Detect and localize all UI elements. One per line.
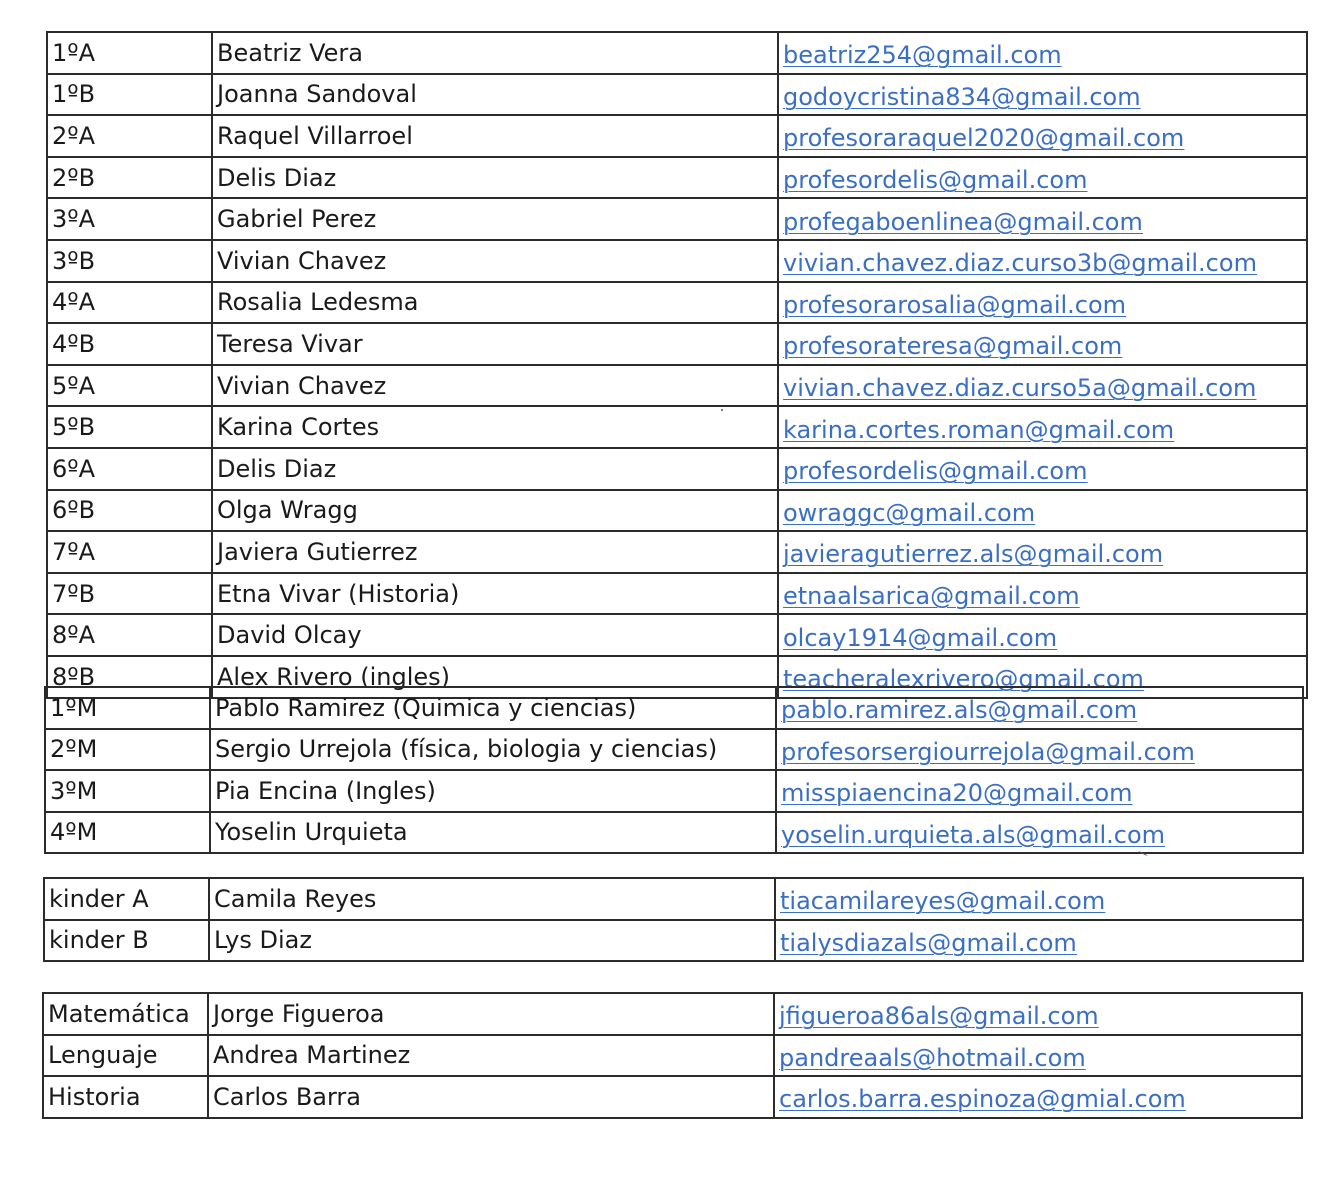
table-row [47, 32, 1307, 74]
email-cell [774, 1035, 1302, 1077]
teacher-name-cell: Delis Diaz [212, 157, 778, 199]
table-row [47, 490, 1307, 532]
table-row [43, 993, 1302, 1035]
table-row [47, 323, 1307, 365]
teachers-table-basic [46, 31, 1308, 699]
email-cell [778, 406, 1307, 448]
teacher-name-cell: Pia Encina (Ingles) [210, 770, 776, 812]
table-row [47, 614, 1307, 656]
email-cell [776, 729, 1303, 771]
email-cell [778, 323, 1307, 365]
course-cell: 6ºA [47, 448, 212, 490]
table-row [43, 1076, 1302, 1118]
email-link[interactable]: karina.cortes.roman@gmail.com [783, 415, 1175, 444]
table-row [47, 74, 1307, 116]
course-cell: kinder A [44, 878, 209, 920]
email-cell [778, 240, 1307, 282]
email-cell [778, 531, 1307, 573]
course-cell: 2ºB [47, 157, 212, 199]
course-cell: 1ºM [45, 687, 210, 729]
email-link[interactable]: profesordelis@gmail.com [783, 166, 1088, 195]
email-link[interactable]: etnaalsarica@gmail.com [783, 582, 1080, 611]
teachers-table-subjects [42, 992, 1303, 1119]
email-link[interactable]: godoycristina834@gmail.com [783, 82, 1141, 111]
course-cell: 4ºM [45, 812, 210, 854]
email-link[interactable]: teacheralexrivero@gmail.com [783, 665, 1144, 694]
email-link[interactable]: javieragutierrez.als@gmail.com [783, 540, 1164, 569]
teacher-name-cell: Sergio Urrejola (física, biologia y ciencias) [210, 729, 776, 771]
email-cell [775, 920, 1303, 962]
course-cell: 2ºA [47, 115, 212, 157]
teacher-name-cell: Beatriz Vera [212, 32, 778, 74]
email-cell [778, 282, 1307, 324]
email-link[interactable]: vivian.chavez.diaz.curso5a@gmail.com [783, 374, 1257, 403]
course-cell: 8ºA [47, 614, 212, 656]
table-row [45, 770, 1303, 812]
email-cell [778, 115, 1307, 157]
course-cell: Historia [43, 1076, 208, 1118]
email-cell [778, 614, 1307, 656]
course-cell: 4ºB [47, 323, 212, 365]
course-cell: 1ºA [47, 32, 212, 74]
email-link[interactable]: pandreaals@hotmail.com [779, 1043, 1086, 1072]
email-link[interactable]: profesorsergiourrejola@gmail.com [781, 737, 1195, 766]
teacher-name-cell: Olga Wragg [212, 490, 778, 532]
email-link[interactable]: pablo.ramirez.als@gmail.com [781, 696, 1138, 725]
teachers-table-basic-body [47, 32, 1307, 698]
email-cell [776, 687, 1303, 729]
table-row [47, 448, 1307, 490]
teacher-name-cell: Vivian Chavez [212, 365, 778, 407]
email-link[interactable]: tialysdiazals@gmail.com [780, 928, 1077, 957]
email-cell [778, 74, 1307, 116]
teacher-name-cell: Gabriel Perez [212, 198, 778, 240]
teacher-name-cell: Yoselin Urquieta [210, 812, 776, 854]
email-link[interactable]: owraggc@gmail.com [783, 498, 1036, 527]
teacher-name-cell: Alex Rivero (ingles) [212, 656, 778, 698]
email-cell [778, 157, 1307, 199]
course-cell: 2ºM [45, 729, 210, 771]
table-row [47, 157, 1307, 199]
table-row [45, 812, 1303, 854]
email-link[interactable]: misspiaencina20@gmail.com [781, 779, 1133, 808]
teachers-table-subjects-body [43, 993, 1302, 1118]
email-link[interactable]: profesoraraquel2020@gmail.com [783, 124, 1185, 153]
email-link[interactable]: yoselin.urquieta.als@gmail.com [781, 820, 1166, 849]
course-cell: 5ºA [47, 365, 212, 407]
course-cell: 7ºA [47, 531, 212, 573]
table-row [47, 365, 1307, 407]
email-cell [776, 812, 1303, 854]
table-row [44, 920, 1303, 962]
teachers-table-media [44, 686, 1304, 854]
table-row [47, 115, 1307, 157]
teacher-name-cell: Jorge Figueroa [208, 993, 774, 1035]
email-cell [776, 770, 1303, 812]
email-cell [778, 490, 1307, 532]
teacher-name-cell: Andrea Martinez [208, 1035, 774, 1077]
email-link[interactable]: profesorarosalia@gmail.com [783, 290, 1127, 319]
course-cell: 3ºB [47, 240, 212, 282]
email-link[interactable]: olcay1914@gmail.com [783, 623, 1058, 652]
teacher-name-cell: Carlos Barra [208, 1076, 774, 1118]
teacher-name-cell: David Olcay [212, 614, 778, 656]
course-cell: 8ºB [47, 656, 212, 698]
table-row [47, 198, 1307, 240]
email-link[interactable]: tiacamilareyes@gmail.com [780, 887, 1106, 916]
course-cell: Lenguaje [43, 1035, 208, 1077]
teacher-name-cell: Etna Vivar (Historia) [212, 573, 778, 615]
course-cell: 3ºA [47, 198, 212, 240]
teacher-name-cell: Delis Diaz [212, 448, 778, 490]
teacher-name-cell: Teresa Vivar [212, 323, 778, 365]
email-cell [778, 448, 1307, 490]
course-cell: kinder B [44, 920, 209, 962]
table-row [47, 531, 1307, 573]
course-cell: 3ºM [45, 770, 210, 812]
email-cell [774, 993, 1302, 1035]
teacher-name-cell: Joanna Sandoval [212, 74, 778, 116]
email-cell [778, 198, 1307, 240]
email-link[interactable]: carlos.barra.espinoza@gmial.com [779, 1085, 1186, 1114]
teacher-name-cell: Rosalia Ledesma [212, 282, 778, 324]
email-link[interactable]: vivian.chavez.diaz.curso3b@gmail.com [783, 249, 1257, 278]
course-cell: Matemática [43, 993, 208, 1035]
teachers-table-kinder [43, 877, 1304, 962]
teacher-name-cell: Pablo Ramirez (Quimica y ciencias) [210, 687, 776, 729]
teacher-name-cell: Vivian Chavez [212, 240, 778, 282]
table-row [45, 687, 1303, 729]
table-row [47, 282, 1307, 324]
email-link[interactable]: profesorateresa@gmail.com [783, 332, 1123, 361]
course-cell: 1ºB [47, 74, 212, 116]
email-link[interactable]: profesordelis@gmail.com [783, 457, 1088, 486]
course-cell: 7ºB [47, 573, 212, 615]
table-row [45, 729, 1303, 771]
teacher-name-cell: Javiera Gutierrez [212, 531, 778, 573]
table-row [43, 1035, 1302, 1077]
scan-speck [721, 409, 723, 411]
teachers-table-kinder-body [44, 878, 1303, 961]
table-row [47, 573, 1307, 615]
table-row [44, 878, 1303, 920]
course-cell: 6ºB [47, 490, 212, 532]
email-cell [778, 32, 1307, 74]
email-link[interactable]: profegaboenlinea@gmail.com [783, 207, 1143, 236]
teacher-name-cell: Karina Cortes [212, 406, 778, 448]
email-cell [778, 573, 1307, 615]
email-cell [774, 1076, 1302, 1118]
email-link[interactable]: beatriz254@gmail.com [783, 41, 1062, 70]
course-cell: 4ºA [47, 282, 212, 324]
email-cell [775, 878, 1303, 920]
table-row [47, 240, 1307, 282]
teacher-name-cell: Camila Reyes [209, 878, 775, 920]
teacher-name-cell: Lys Diaz [209, 920, 775, 962]
email-cell [778, 365, 1307, 407]
teachers-table-media-body [45, 687, 1303, 853]
teacher-name-cell: Raquel Villarroel [212, 115, 778, 157]
email-link[interactable]: jfigueroa86als@gmail.com [779, 1002, 1099, 1031]
course-cell: 5ºB [47, 406, 212, 448]
table-row [47, 406, 1307, 448]
